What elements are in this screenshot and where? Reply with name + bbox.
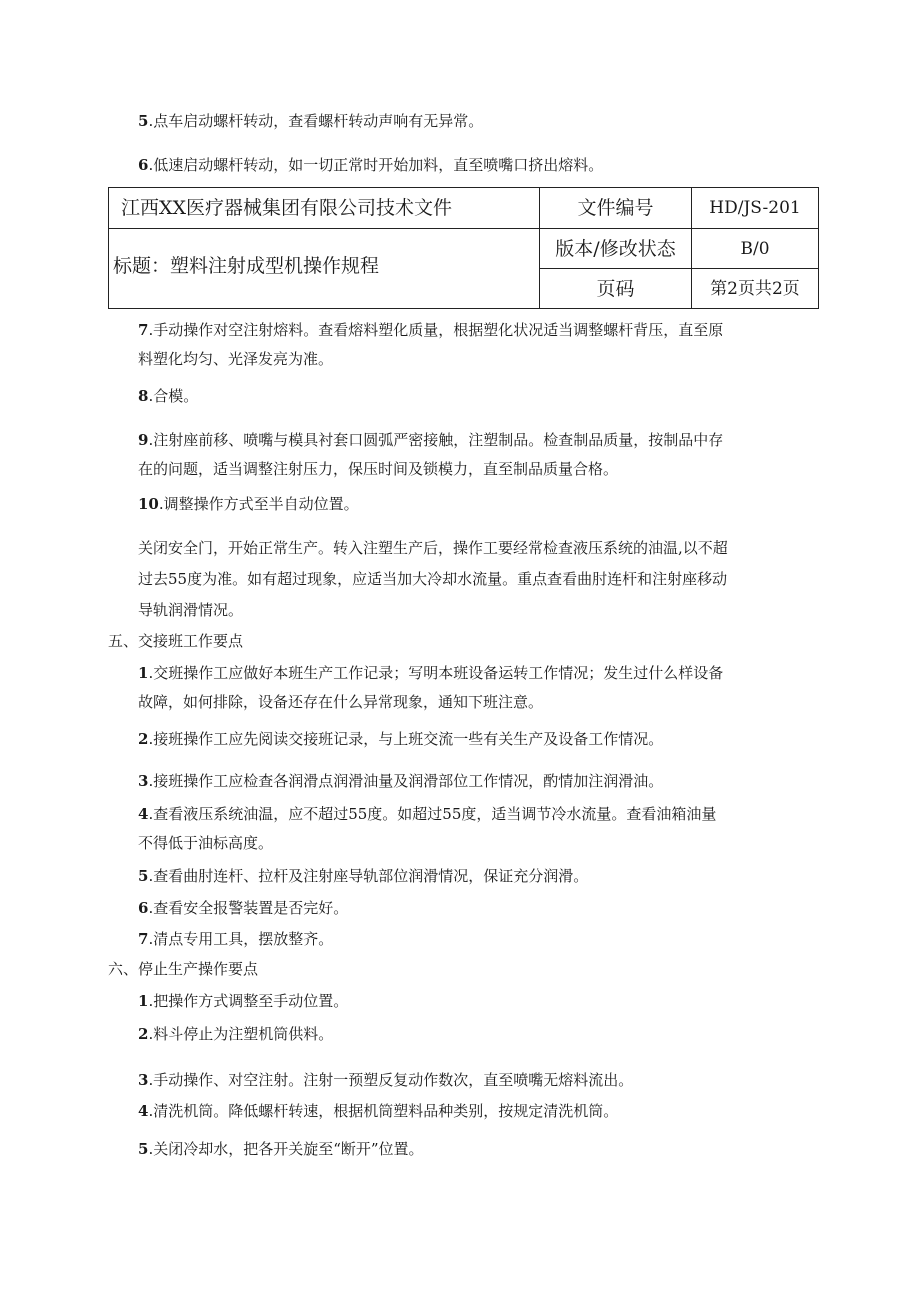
list-item-continuation: 故障，如何排除，设备还存在什么异常现象，通知下班注意。	[138, 693, 544, 711]
list-item: 5.点车启动螺杆转动，查看螺杆转动声响有无异常。	[138, 112, 484, 130]
list-item-continuation: 料塑化均匀、光泽发亮为准。	[138, 350, 334, 368]
list-item: 7.手动操作对空注射熔料。查看熔料塑化质量，根据塑化状况适当调整螺杆背压，直至原	[138, 321, 724, 339]
section-heading: 五、交接班工作要点	[108, 632, 244, 650]
list-item: 8.合模。	[138, 387, 199, 405]
list-item: 3.接班操作工应检查各润滑点润滑油量及润滑部位工作情况，酌情加注润滑油。	[138, 772, 664, 790]
list-item: 9.注射座前移、喷嘴与模具衬套口圆弧严密接触，注塑制品。检查制品质量，按制品中存	[138, 431, 724, 449]
list-item: 2.料斗停止为注塑机筒供料。	[138, 1025, 334, 1043]
doc-number-label: 文件编号	[540, 188, 692, 229]
list-item: 2.接班操作工应先阅读交接班记录，与上班交流一些有关生产及设备工作情况。	[138, 730, 664, 748]
page-label: 页码	[540, 269, 692, 309]
company-name: 江西XX医疗器械集团有限公司技术文件	[109, 188, 540, 229]
list-item: 1.把操作方式调整至手动位置。	[138, 992, 349, 1010]
document-title: 标题：塑料注射成型机操作规程	[109, 229, 540, 309]
document-header-table	[108, 187, 819, 309]
list-item: 7.清点专用工具，摆放整齐。	[138, 930, 334, 948]
version-label: 版本/修改状态	[540, 229, 692, 269]
list-item: 6.查看安全报警装置是否完好。	[138, 899, 349, 917]
paragraph-line: 过去55度为准。如有超过现象，应适当加大冷却水流量。重点查看曲肘连杆和注射座移动	[138, 570, 728, 588]
paragraph-line: 关闭安全门，开始正常生产。转入注塑生产后，操作工要经常检查液压系统的油温,以不超	[138, 539, 728, 557]
list-item: 10.调整操作方式至半自动位置。	[138, 495, 359, 513]
paragraph-line: 导轨润滑情况。	[138, 601, 244, 619]
list-item: 6.低速启动螺杆转动，如一切正常时开始加料，直至喷嘴口挤出熔料。	[138, 156, 604, 174]
page-value: 第2页共2页	[692, 269, 819, 309]
list-item: 1.交班操作工应做好本班生产工作记录；写明本班设备运转工作情况；发生过什么样设备	[138, 664, 724, 682]
list-item: 4.清洗机筒。降低螺杆转速，根据机筒塑料品种类别，按规定清洗机筒。	[138, 1102, 619, 1120]
list-item: 4.查看液压系统油温，应不超过55度。如超过55度，适当调节冷水流量。查看油箱油量	[138, 805, 717, 823]
doc-number-value: HD/JS-201	[692, 188, 819, 229]
list-item: 5.关闭冷却水，把各开关旋至“断开”位置。	[138, 1140, 424, 1158]
version-value: B/0	[692, 229, 819, 269]
list-item-continuation: 不得低于油标高度。	[138, 834, 274, 852]
list-item: 5.查看曲肘连杆、拉杆及注射座导轨部位润滑情况，保证充分润滑。	[138, 867, 589, 885]
list-item: 3.手动操作、对空注射。注射一预塑反复动作数次，直至喷嘴无熔料流出。	[138, 1071, 634, 1089]
list-item-continuation: 在的问题，适当调整注射压力，保压时间及锁模力，直至制品质量合格。	[138, 460, 619, 478]
section-heading: 六、停止生产操作要点	[108, 960, 259, 978]
